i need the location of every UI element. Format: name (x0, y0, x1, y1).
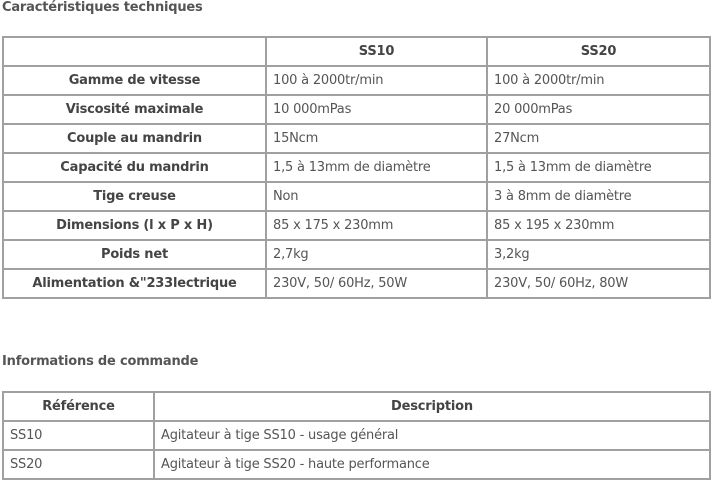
spec-label: Dimensions (l x P x H) (3, 211, 266, 240)
order-header-description: Description (154, 392, 710, 421)
spec-value-ss10: 15Ncm (266, 124, 487, 153)
order-description: Agitateur à tige SS20 - haute performance (154, 450, 710, 479)
specs-table (2, 36, 711, 299)
table-row (3, 66, 710, 95)
spec-value-ss20: 27Ncm (487, 124, 710, 153)
spec-value-ss20: 85 x 195 x 230mm (487, 211, 710, 240)
order-header-reference: Référence (3, 392, 154, 421)
order-description: Agitateur à tige SS10 - usage général (154, 421, 710, 450)
table-row (3, 153, 710, 182)
order-reference: SS10 (3, 421, 154, 450)
spec-value-ss20: 230V, 50/ 60Hz, 80W (487, 269, 710, 298)
spec-value-ss10: Non (266, 182, 487, 211)
specs-section-title: Caractéristiques techniques (2, 0, 203, 15)
spec-label: Gamme de vitesse (3, 66, 266, 95)
order-table (2, 391, 711, 480)
specs-header-ss20: SS20 (487, 37, 710, 66)
table-row (3, 421, 710, 450)
table-row (3, 269, 710, 298)
specs-header-empty (3, 37, 266, 66)
spec-label: Alimentation &"233lectrique (3, 269, 266, 298)
order-header-row (3, 392, 710, 421)
table-row (3, 240, 710, 269)
spec-label: Tige creuse (3, 182, 266, 211)
spec-value-ss20: 3,2kg (487, 240, 710, 269)
order-section-title: Informations de commande (2, 354, 199, 369)
specs-header-row (3, 37, 710, 66)
spec-value-ss10: 85 x 175 x 230mm (266, 211, 487, 240)
table-row (3, 211, 710, 240)
table-row (3, 450, 710, 479)
spec-value-ss10: 2,7kg (266, 240, 487, 269)
order-reference: SS20 (3, 450, 154, 479)
spec-value-ss10: 10 000mPas (266, 95, 487, 124)
spec-value-ss10: 230V, 50/ 60Hz, 50W (266, 269, 487, 298)
spec-value-ss10: 1,5 à 13mm de diamètre (266, 153, 487, 182)
spec-value-ss20: 1,5 à 13mm de diamètre (487, 153, 710, 182)
table-row (3, 182, 710, 211)
spec-label: Viscosité maximale (3, 95, 266, 124)
spec-value-ss20: 100 à 2000tr/min (487, 66, 710, 95)
spec-value-ss10: 100 à 2000tr/min (266, 66, 487, 95)
spec-label: Capacité du mandrin (3, 153, 266, 182)
spec-label: Couple au mandrin (3, 124, 266, 153)
spec-value-ss20: 3 à 8mm de diamètre (487, 182, 710, 211)
specs-header-ss10: SS10 (266, 37, 487, 66)
spec-value-ss20: 20 000mPas (487, 95, 710, 124)
table-row (3, 124, 710, 153)
table-row (3, 95, 710, 124)
spec-label: Poids net (3, 240, 266, 269)
